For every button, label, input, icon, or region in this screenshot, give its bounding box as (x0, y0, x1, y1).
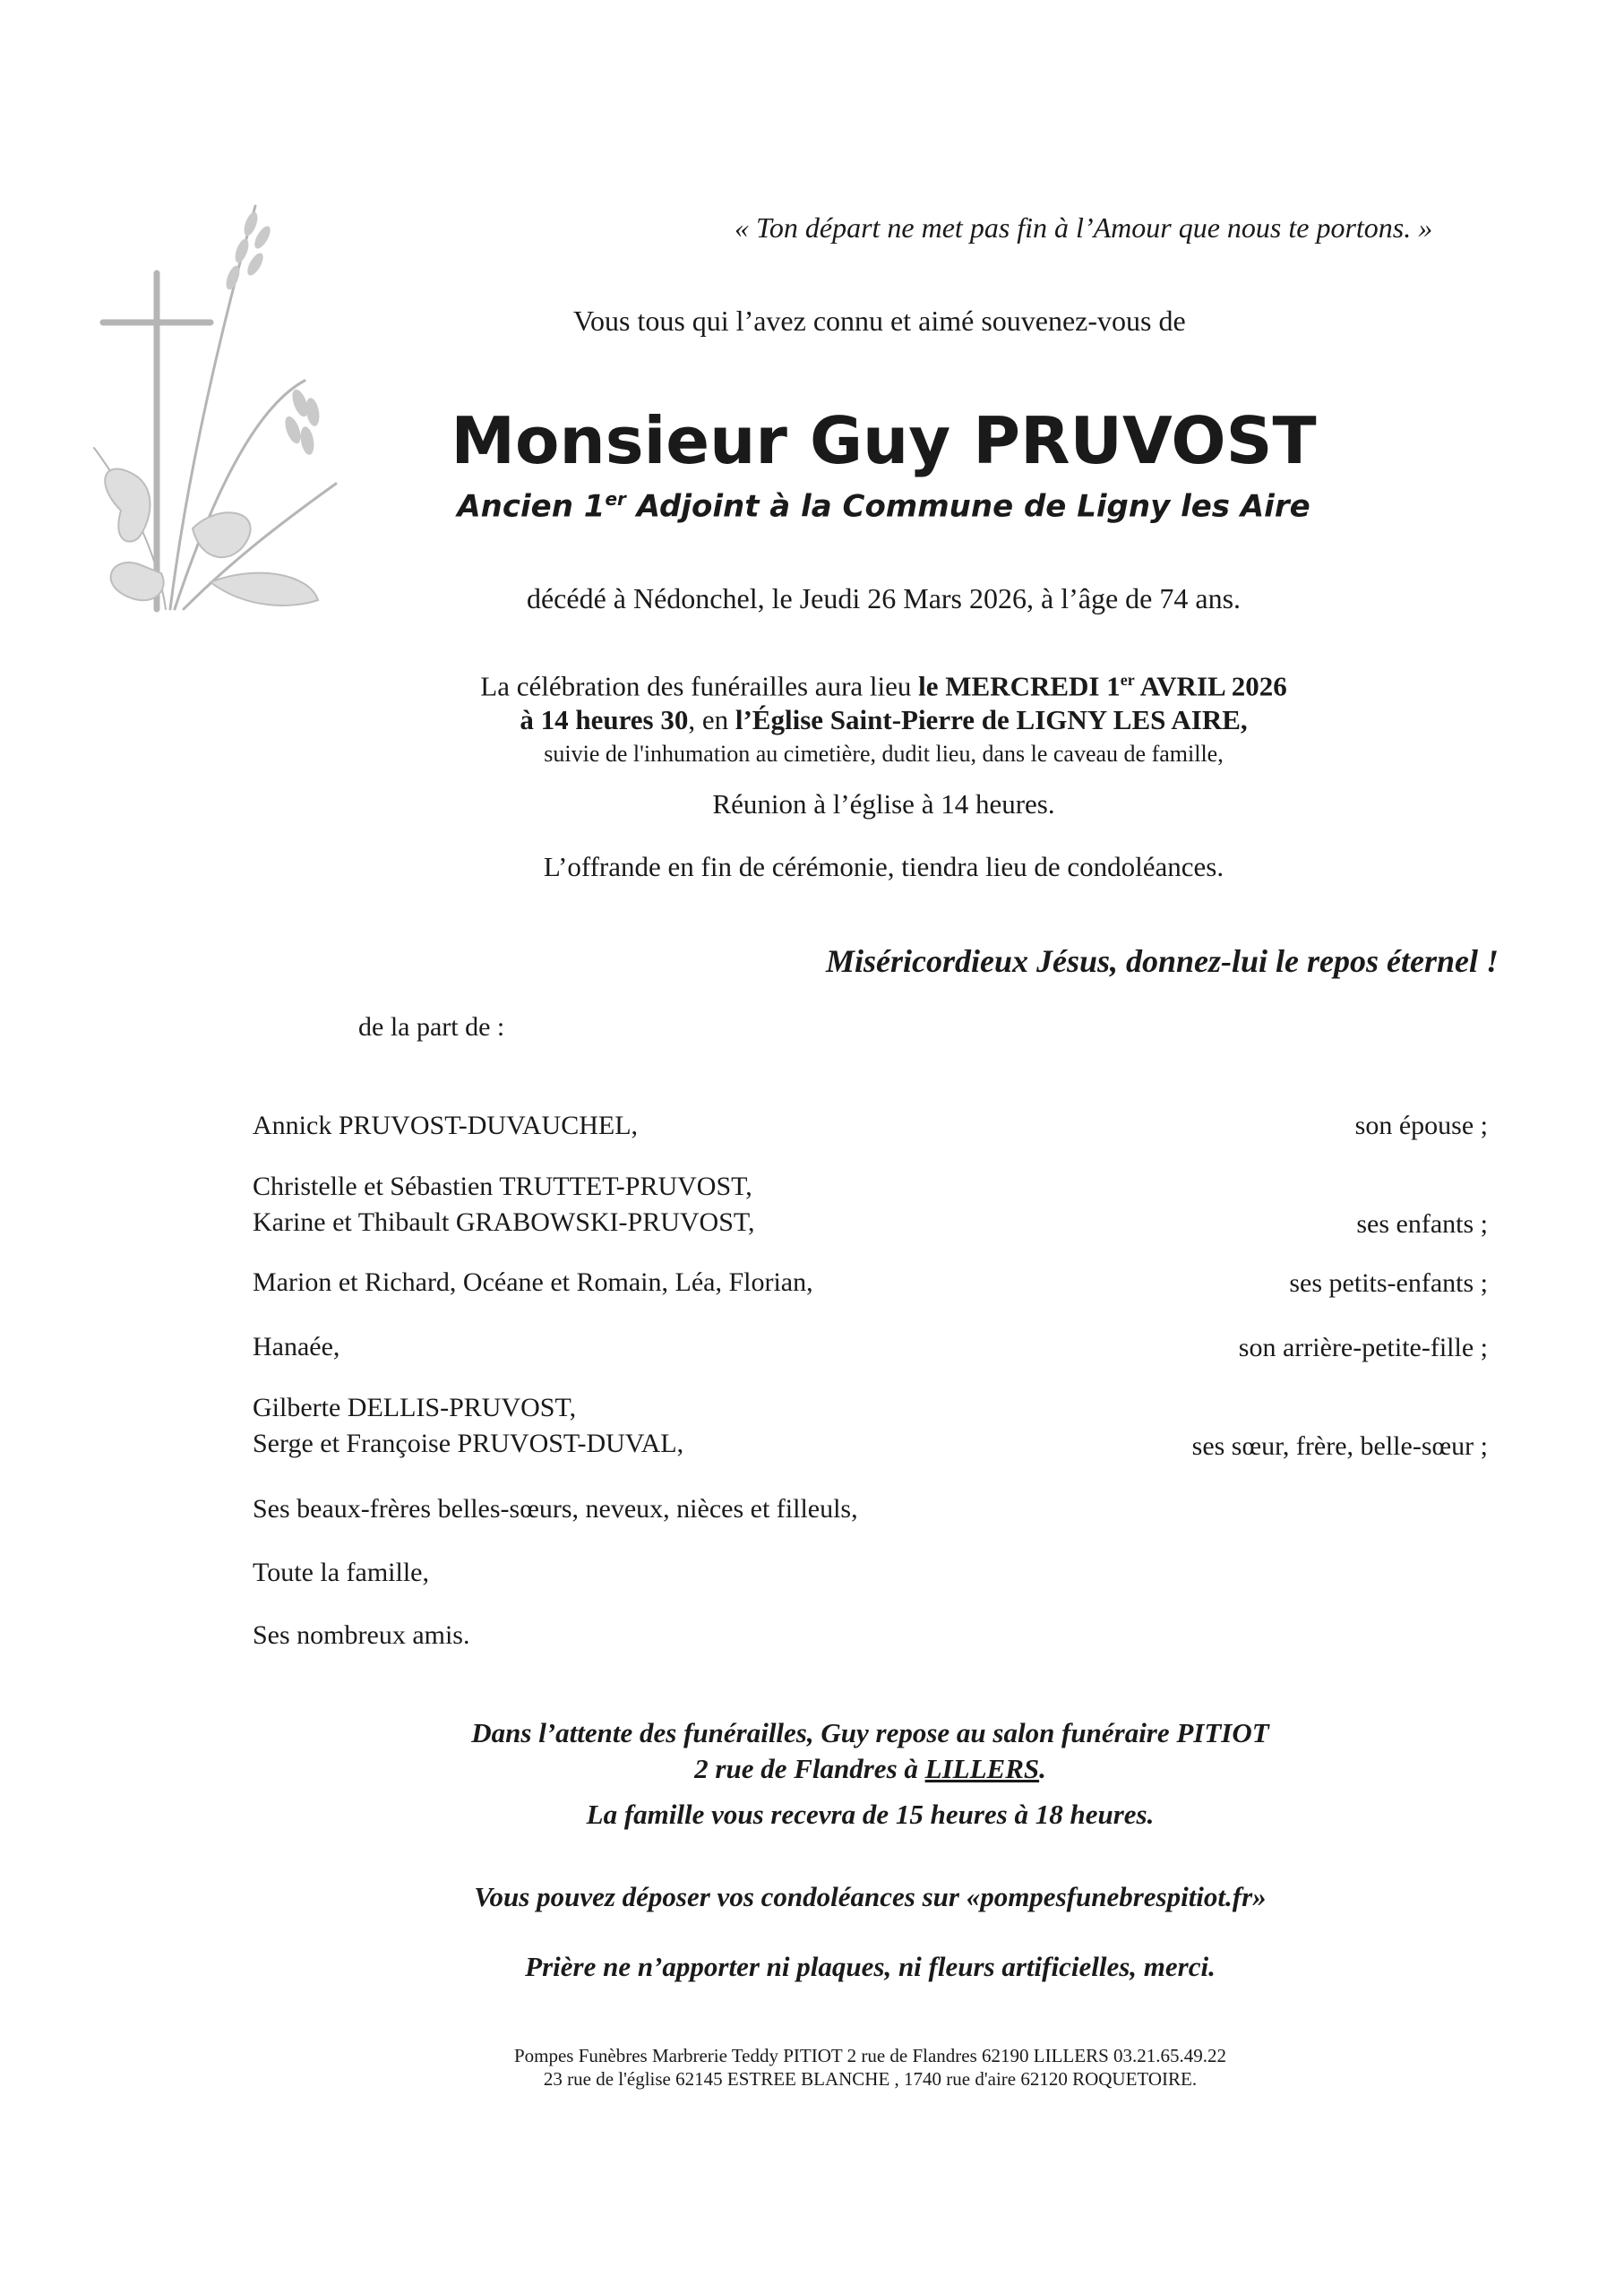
family-names-1: Christelle et Sébastien TRUTTET-PRUVOST, Karine et Thibault GRABOWSKI-PRUVOST, (253, 1172, 755, 1237)
prayer-text: Miséricordieux Jésus, donnez-lui le repos éternel ! (825, 943, 1499, 979)
reunion-text: Réunion à l’église à 14 heures. (712, 788, 1055, 820)
epitaph-quote: « Ton départ ne met pas fin à l’Amour que nous te portons. » (735, 211, 1433, 244)
family-names-3: Hanaée, (253, 1332, 340, 1361)
family-names-6: Toute la famille, (253, 1558, 429, 1587)
family-names-5: Ses beaux-frères belles-sœurs, neveux, nièces et filleuls, (253, 1494, 858, 1524)
family-names-0: Annick PRUVOST-DUVAUCHEL, (253, 1111, 639, 1140)
flowers-request: Prière ne n’apporter ni plaques, ni fleurs artificielles, merci. (525, 1951, 1216, 1982)
repose-notice: Dans l’attente des funérailles, Guy repose au salon funéraire PITIOT 2 rue de Flandres à LILLERS. (471, 1717, 1269, 1784)
intro-text: Vous tous qui l’avez connu et aimé souvenez-vous de (573, 305, 1186, 337)
family-relation-2: ses petits-enfants ; (1289, 1268, 1488, 1298)
de-la-part-label: de la part de : (358, 1012, 505, 1042)
family-names-2: Marion et Richard, Océane et Romain, Léa, Florian, (253, 1267, 813, 1297)
death-notice: décédé à Nédonchel, le Jeudi 26 Mars 2026, à l’âge de 74 ans. (526, 582, 1242, 614)
condolences-text: Vous pouvez déposer vos condoléances sur «pompesfunebrespitiot.fr» (474, 1881, 1267, 1912)
funeral-line-1: La célébration des funérailles aura lieu le MERCREDI 1er AVRIL 2026 (480, 670, 1287, 702)
funeral-line-2: à 14 heures 30, en l’Église Saint-Pierre de LIGNY LES AIRE, (520, 704, 1248, 736)
family-relation-4: ses sœur, frère, belle-sœur ; (1191, 1431, 1488, 1461)
family-relation-0: son épouse ; (1354, 1111, 1488, 1140)
visiting-hours: La famille vous recevra de 15 heures à 18 heures. (586, 1799, 1155, 1830)
deceased-name: Monsieur Guy PRUVOST (451, 403, 1317, 478)
family-names-4: Gilberte DELLIS-PRUVOST, Serge et Françoise PRUVOST-DUVAL, (253, 1393, 684, 1458)
deceased-role: Ancien 1er Adjoint à la Commune de Ligny les Aire (457, 488, 1310, 525)
offrande-text: L’offrande en fin de cérémonie, tiendra lieu de condoléances. (543, 851, 1224, 882)
family-relation-1: ses enfants ; (1356, 1209, 1488, 1239)
family-names-7: Ses nombreux amis. (253, 1620, 470, 1650)
funeral-details (0, 663, 1624, 771)
funeral-home-footer: Pompes Funèbres Marbrerie Teddy PITIOT 2 rue de Flandres 62190 LILLERS 03.21.65.49.22 23 rue de l'église 62145 ESTREE BLANCHE , 1740 rue d'aire 62120 ROQUETOIRE. (513, 2045, 1227, 2090)
funeral-line-3: suivie de l'inhumation au cimetière, dudit lieu, dans le caveau de famille, (544, 741, 1224, 768)
family-relation-3: son arrière-petite-fille ; (1238, 1333, 1488, 1362)
